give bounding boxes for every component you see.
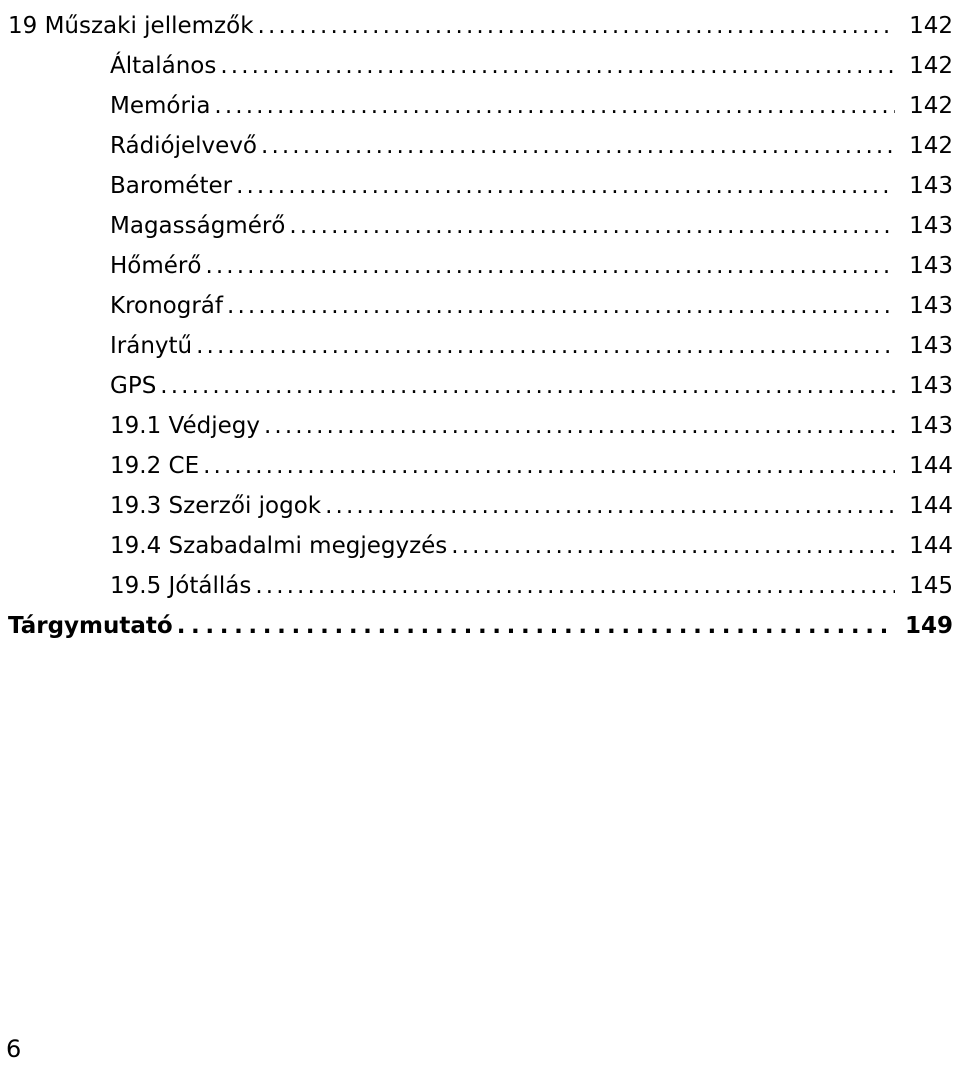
toc-entry-title: Rádiójelvevő — [110, 133, 258, 159]
dot-leader — [258, 12, 896, 40]
toc-entry-title: Hőmérő — [110, 253, 202, 279]
toc-entry-page: 142 — [909, 53, 953, 79]
toc-entry-page: 143 — [909, 413, 953, 439]
toc-entry-page: 142 — [909, 133, 953, 159]
toc-entry-title: 19.5 Jótállás — [110, 573, 252, 599]
toc-entry-page: 142 — [909, 13, 953, 39]
toc-entry-page: 143 — [909, 333, 953, 359]
toc-entry-page: 143 — [909, 293, 953, 319]
toc-entry-radiojelvevo[interactable] — [110, 120, 953, 160]
dot-leader — [205, 252, 895, 280]
toc-entry-altalanos[interactable] — [110, 40, 953, 80]
toc-entry-kronograf[interactable] — [110, 280, 953, 320]
toc-entry-19-4-szabadalmi-megjegyzes[interactable] — [110, 520, 953, 560]
toc-entry-page: 144 — [909, 453, 953, 479]
toc-entry-targymutato[interactable] — [8, 600, 953, 640]
toc-entry-title: 19.3 Szerzői jogok — [110, 493, 322, 519]
toc-entry-title: Kronográf — [110, 293, 224, 319]
toc-entry-memoria[interactable] — [110, 80, 953, 120]
toc-entry-page: 143 — [909, 253, 953, 279]
toc-entry-title: Tárgymutató — [8, 613, 173, 639]
toc-entry-iranytu[interactable] — [110, 320, 953, 360]
toc-entry-page: 144 — [909, 493, 953, 519]
dot-leader — [227, 292, 895, 320]
dot-leader — [289, 212, 895, 240]
toc-entry-barometer[interactable] — [110, 160, 953, 200]
dot-leader — [325, 492, 895, 520]
dot-leader — [264, 412, 895, 440]
dot-leader — [255, 572, 895, 600]
toc-entry-title: Magasságmérő — [110, 213, 286, 239]
toc-entry-page: 149 — [904, 613, 953, 639]
toc-entry-title: Iránytű — [110, 333, 193, 359]
toc-entry-title: Általános — [110, 53, 217, 79]
dot-leader — [261, 132, 895, 160]
toc-entry-page: 145 — [909, 573, 953, 599]
toc-entry-19-3-szerzoi-jogok[interactable] — [110, 480, 953, 520]
dot-leader — [451, 532, 895, 560]
toc-entry-gps[interactable] — [110, 360, 953, 400]
toc-entry-19-2-ce[interactable] — [110, 440, 953, 480]
page-number: 6 — [6, 1035, 22, 1063]
toc-entry-homero[interactable] — [110, 240, 953, 280]
toc-entry-page: 143 — [909, 213, 953, 239]
toc-entry-chapter-19[interactable] — [8, 0, 953, 40]
dot-leader — [203, 452, 895, 480]
toc-entry-19-5-jotallas[interactable] — [110, 560, 953, 600]
toc-entry-title: 19.1 Védjegy — [110, 413, 260, 439]
toc-entry-title: Barométer — [110, 173, 233, 199]
toc-entry-title: 19.2 CE — [110, 453, 200, 479]
toc-entry-magassagmero[interactable] — [110, 200, 953, 240]
dot-leader — [214, 92, 895, 120]
dot-leader — [177, 612, 891, 640]
toc-entry-page: 142 — [909, 93, 953, 119]
dot-leader — [220, 52, 895, 80]
toc-entry-title: 19 Műszaki jellemzők — [8, 13, 254, 39]
toc-entry-19-1-vedjegy[interactable] — [110, 400, 953, 440]
toc-entry-page: 144 — [909, 533, 953, 559]
toc-entry-title: 19.4 Szabadalmi megjegyzés — [110, 533, 448, 559]
dot-leader — [196, 332, 895, 360]
dot-leader — [236, 172, 895, 200]
toc-entry-page: 143 — [909, 373, 953, 399]
dot-leader — [160, 372, 895, 400]
toc-entry-title: GPS — [110, 373, 157, 399]
toc-entry-title: Memória — [110, 93, 211, 119]
toc-entry-page: 143 — [909, 173, 953, 199]
